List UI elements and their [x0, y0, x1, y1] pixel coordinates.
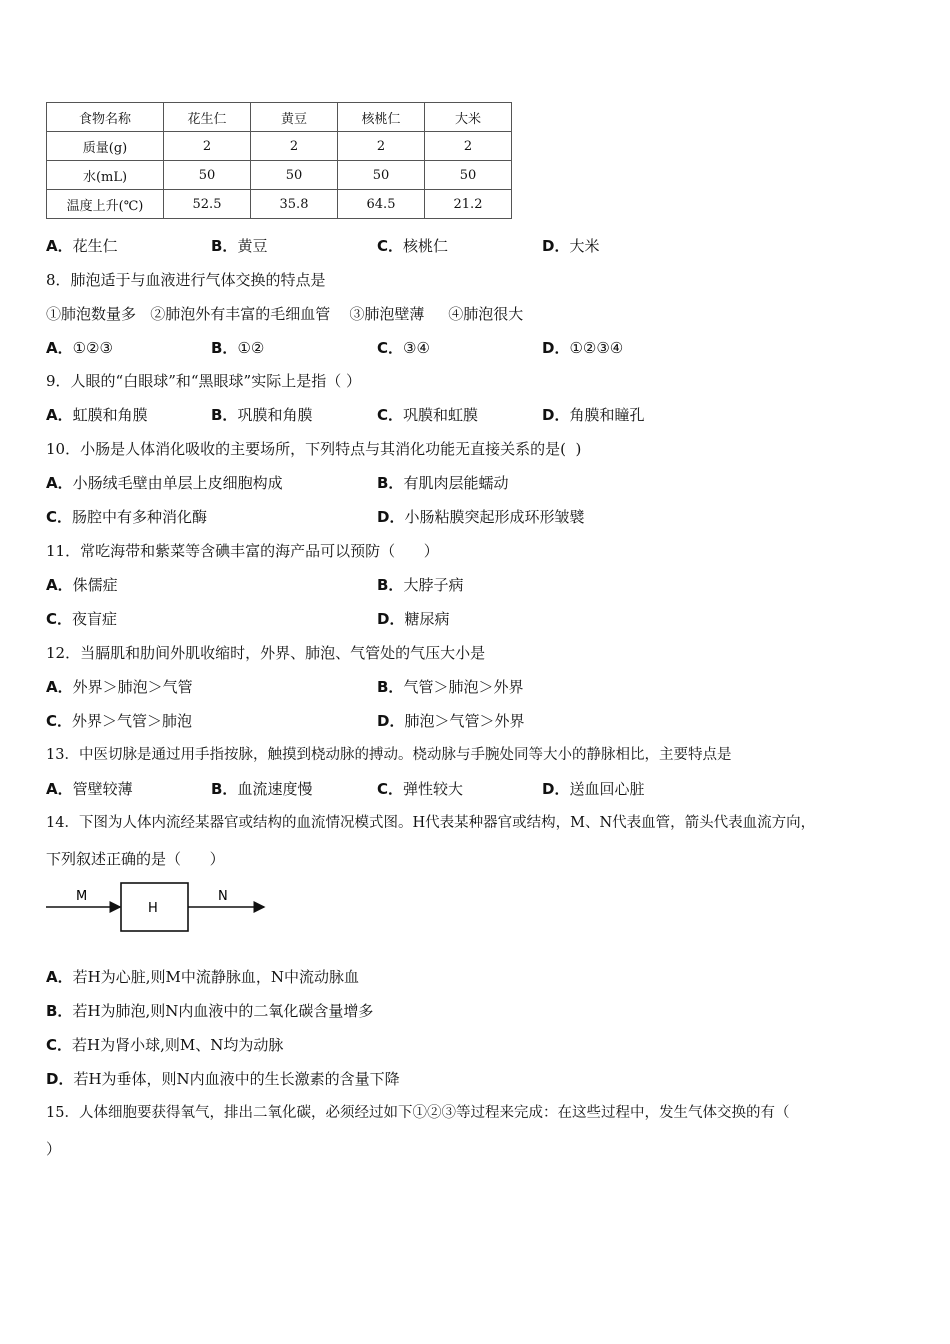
q15-stem-line1: 15．人体细胞要获得氧气，排出二氧化碳，必须经过如下①②③等过程来完成：在这些过程中，发生气体交换的有（	[46, 1105, 790, 1121]
q8-stem: 8．肺泡适于与血液进行气体交换的特点是	[46, 271, 326, 289]
vessel-m-label: M	[76, 889, 88, 904]
q12-stem: 12．当膈肌和肋间外肌收缩时，外界、肺泡、气管处的气压大小是	[46, 644, 486, 662]
q14-stem-line2: 下列叙述正确的是（ ）	[46, 850, 225, 868]
table-cell: 50	[338, 161, 425, 190]
q9-option-a[interactable]: A．虹膜和角膜	[46, 406, 148, 424]
q10-stem: 10．小肠是人体消化吸收的主要场所，下列特点与其消化功能无直接关系的是( )	[46, 440, 582, 458]
food-table	[46, 102, 512, 219]
q8-items: ①肺泡数量多 ②肺泡外有丰富的毛细血管 ③肺泡壁薄 ④肺泡很大	[46, 305, 524, 323]
q14-option-b[interactable]: B．若H为肺泡,则N内血液中的二氧化碳含量增多	[46, 1002, 374, 1020]
q13-option-d[interactable]: D．送血回心脏	[542, 780, 645, 798]
table-cell: 2	[251, 132, 338, 161]
q9-stem: 9．人眼的“白眼球”和“黑眼球”实际上是指（ ）	[46, 372, 361, 390]
blood-flow-diagram	[44, 880, 274, 936]
q13-stem: 13．中医切脉是通过用手指按脉，触摸到桡动脉的搏动。桡动脉与手腕处同等大小的静脉相比，主要特点是	[46, 747, 732, 763]
q14-option-d[interactable]: D．若H为垂体，则N内血液中的生长激素的含量下降	[46, 1070, 400, 1088]
q12-option-b[interactable]: B．气管＞肺泡＞外界	[377, 678, 524, 696]
table-cell: 64.5	[338, 190, 425, 219]
q12-option-c[interactable]: C．外界＞气管＞肺泡	[46, 712, 193, 730]
q7-option-b[interactable]: B．黄豆	[211, 237, 268, 255]
q10-option-d[interactable]: D．小肠粘膜突起形成环形皱襞	[377, 508, 585, 526]
table-row	[47, 132, 512, 161]
q11-stem: 11．常吃海带和紫菜等含碘丰富的海产品可以预防（ ）	[46, 542, 439, 560]
table-header-cell: 花生仁	[164, 103, 251, 132]
table-cell: 50	[425, 161, 512, 190]
table-header-cell: 核桃仁	[338, 103, 425, 132]
q14-stem-line1: 14．下图为人体内流经某器官或结构的血流情况模式图。H代表某种器官或结构，M、N代表血管，箭头代表血流方向，	[46, 815, 816, 831]
q13-option-a[interactable]: A．管壁较薄	[46, 780, 133, 798]
q11-option-d[interactable]: D．糖尿病	[377, 610, 450, 628]
q9-option-b[interactable]: B．巩膜和角膜	[211, 406, 313, 424]
q11-option-c[interactable]: C．夜盲症	[46, 610, 118, 628]
table-header-cell: 食物名称	[47, 103, 164, 132]
table-row	[47, 190, 512, 219]
table-header-row	[47, 103, 512, 132]
organ-h-label: H	[148, 901, 158, 916]
table-header-cell: 黄豆	[251, 103, 338, 132]
q8-option-c[interactable]: C．③④	[377, 339, 430, 357]
q14-option-c[interactable]: C．若H为肾小球,则M、N均为动脉	[46, 1036, 284, 1054]
q14-option-a[interactable]: A．若H为心脏,则M中流静脉血，N中流动脉血	[46, 968, 359, 986]
table-cell: 水(mL)	[47, 161, 164, 190]
q9-option-d[interactable]: D．角膜和瞳孔	[542, 406, 645, 424]
table-cell: 2	[164, 132, 251, 161]
table-cell: 2	[425, 132, 512, 161]
table-header-cell: 大米	[425, 103, 512, 132]
table-cell: 50	[164, 161, 251, 190]
q15-stem-line2: ）	[46, 1140, 62, 1158]
q8-option-d[interactable]: D．①②③④	[542, 339, 624, 357]
table-row	[47, 161, 512, 190]
table-cell: 50	[251, 161, 338, 190]
vessel-n-label: N	[218, 889, 228, 904]
q13-option-c[interactable]: C．弹性较大	[377, 780, 464, 798]
q13-option-b[interactable]: B．血流速度慢	[211, 780, 313, 798]
q11-option-b[interactable]: B．大脖子病	[377, 576, 464, 594]
q12-option-a[interactable]: A．外界＞肺泡＞气管	[46, 678, 193, 696]
table-cell: 52.5	[164, 190, 251, 219]
q7-option-c[interactable]: C．核桃仁	[377, 237, 449, 255]
table-cell: 35.8	[251, 190, 338, 219]
q8-option-a[interactable]: A．①②③	[46, 339, 113, 357]
q8-option-b[interactable]: B．①②	[211, 339, 265, 357]
q10-option-c[interactable]: C．肠腔中有多种消化酶	[46, 508, 208, 526]
q7-option-a[interactable]: A．花生仁	[46, 237, 118, 255]
q7-option-d[interactable]: D．大米	[542, 237, 600, 255]
table-cell: 质量(g)	[47, 132, 164, 161]
q9-option-c[interactable]: C．巩膜和虹膜	[377, 406, 479, 424]
q11-option-a[interactable]: A．侏儒症	[46, 576, 118, 594]
table-cell: 21.2	[425, 190, 512, 219]
table-cell: 温度上升(℃)	[47, 190, 164, 219]
q10-option-a[interactable]: A．小肠绒毛壁由单层上皮细胞构成	[46, 474, 283, 492]
table-cell: 2	[338, 132, 425, 161]
q10-option-b[interactable]: B．有肌肉层能蠕动	[377, 474, 509, 492]
q12-option-d[interactable]: D．肺泡＞气管＞外界	[377, 712, 525, 730]
